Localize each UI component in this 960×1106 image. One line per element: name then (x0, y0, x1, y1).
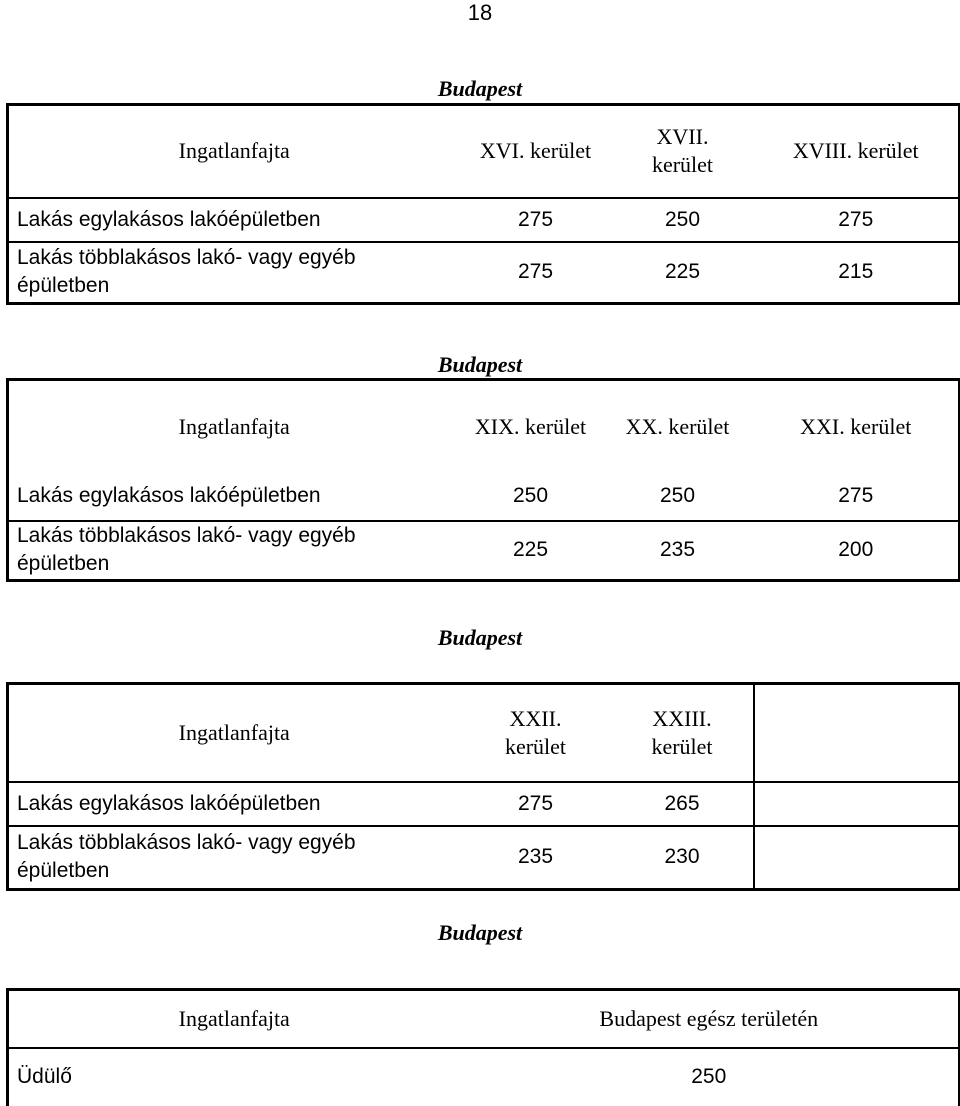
price-value: 275 (838, 484, 874, 507)
header-ingatlanfajta: Ingatlanfajta (178, 413, 290, 439)
page-number: 18 (467, 0, 493, 25)
header-district: XVI. kerület (479, 138, 592, 164)
price-value: 265 (664, 791, 700, 815)
price-table-xvi-xviii (6, 103, 960, 305)
row-label: Lakás többlakásos lakó- vagy egyéb épületben (17, 831, 356, 883)
row-label: Lakás többlakásos lakó- vagy egyéb épületben (17, 246, 356, 298)
section-title: Budapest (437, 76, 523, 101)
price-value: 225 (512, 538, 549, 562)
price-value: 200 (838, 538, 874, 562)
table-header-row (8, 990, 960, 1048)
section-title: Budapest (437, 625, 523, 650)
table-header-row (8, 105, 960, 198)
price-value: 235 (659, 538, 696, 562)
price-value: 250 (691, 1065, 727, 1088)
header-district: XX. kerület (625, 413, 730, 439)
header-ingatlanfajta: Ingatlanfajta (178, 719, 290, 745)
header-district: XVII. kerület (651, 124, 714, 178)
header-ingatlanfajta: Ingatlanfajta (178, 138, 290, 164)
price-value: 225 (664, 260, 701, 284)
price-value: 230 (664, 845, 700, 869)
table-row (8, 242, 960, 304)
row-label: Lakás többlakásos lakó- vagy egyéb épületben (17, 524, 356, 576)
table-row (8, 473, 960, 521)
header-district: XIX. kerület (474, 413, 587, 439)
table-row (8, 198, 960, 242)
header-ingatlanfajta: Ingatlanfajta (178, 1005, 290, 1031)
table-row (8, 1048, 960, 1106)
header-district: XXII. kerület (504, 705, 567, 759)
price-value: 275 (838, 207, 874, 231)
row-label: Üdülő (17, 1065, 72, 1088)
price-value: 250 (659, 484, 696, 507)
header-district: XXI. kerület (800, 413, 912, 439)
empty-cell (754, 684, 960, 782)
price-value: 235 (517, 845, 554, 869)
header-district: XXIII. kerület (651, 705, 713, 759)
section-title: Budapest (437, 920, 523, 945)
row-label: Lakás egylakásos lakóépületben (17, 207, 321, 231)
table-row (8, 826, 960, 890)
price-value: 215 (838, 260, 874, 284)
header-area: Budapest egész területén (599, 1005, 819, 1031)
price-table-xxii-xxiii (6, 682, 960, 891)
price-value: 275 (517, 207, 554, 231)
row-label: Lakás egylakásos lakóépületben (17, 791, 321, 815)
table-row (8, 782, 960, 826)
price-value: 250 (512, 484, 549, 507)
section-title: Budapest (437, 352, 523, 377)
row-label: Lakás egylakásos lakóépületben (17, 484, 321, 507)
table-header-row (8, 684, 960, 782)
empty-cell (754, 782, 960, 826)
price-table-xix-xxi (6, 378, 960, 582)
price-value: 250 (664, 207, 701, 231)
header-district: XVIII. kerület (792, 138, 919, 164)
price-value: 275 (517, 260, 554, 284)
price-table-udulo (6, 988, 960, 1106)
table-row (8, 521, 960, 581)
table-header-row (8, 380, 960, 473)
empty-cell (754, 826, 960, 890)
price-value: 275 (517, 791, 554, 815)
